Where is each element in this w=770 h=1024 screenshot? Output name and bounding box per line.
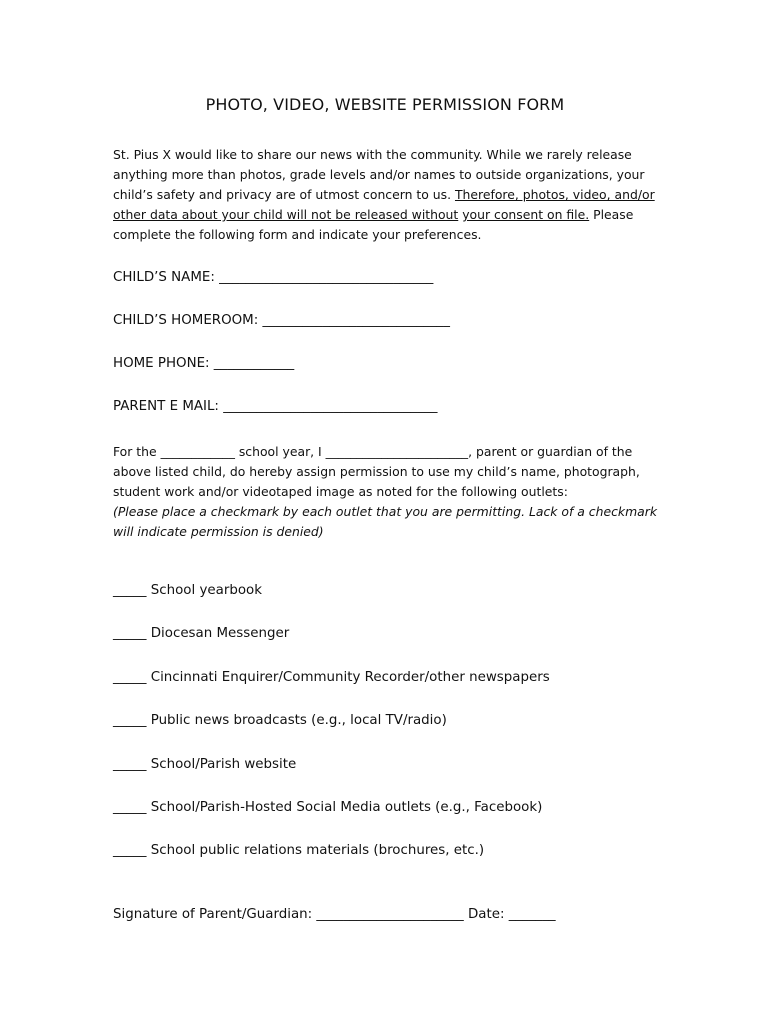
intro-text-2: Please complete the following form and indicate your preferences. <box>113 207 634 242</box>
home-phone-field[interactable]: HOME PHONE: ____________ <box>113 356 295 371</box>
parent-email-field[interactable]: PARENT E MAIL: ________________________________ <box>113 399 438 414</box>
permission-paragraph <box>113 442 658 542</box>
intro-paragraph <box>113 145 658 245</box>
permission-text: For the ____________ school year, I _______________________, parent or guardian of the above listed child, do hereby assign permission to use my child’s name, photograph, student work and/or videotaped image as noted for the following outlets: <box>113 444 640 499</box>
permission-note: (Please place a checkmark by each outlet that you are permitting. Lack of a checkmark will indicate permission is denied) <box>113 504 657 539</box>
outlet-diocesan-messenger[interactable]: _____ Diocesan Messenger <box>113 626 290 641</box>
outlet-newspapers[interactable]: _____ Cincinnati Enquirer/Community Recorder/other newspapers <box>113 670 550 685</box>
outlet-yearbook[interactable]: _____ School yearbook <box>113 583 262 598</box>
outlet-news-broadcasts[interactable]: _____ Public news broadcasts (e.g., local TV/radio) <box>113 713 447 728</box>
outlet-pr-materials[interactable]: _____ School public relations materials (brochures, etc.) <box>113 843 485 858</box>
intro-underlined-1: Therefore, photos, video, and/or other data about your child will not be released without <box>113 187 655 222</box>
signature-line[interactable]: Signature of Parent/Guardian: ______________________ Date: _______ <box>113 907 556 922</box>
outlet-website[interactable]: _____ School/Parish website <box>113 757 297 772</box>
child-homeroom-field[interactable]: CHILD’S HOMEROOM: ____________________________ <box>113 313 450 328</box>
outlet-social-media[interactable]: _____ School/Parish-Hosted Social Media outlets (e.g., Facebook) <box>113 800 543 815</box>
child-name-field[interactable]: CHILD’S NAME: ________________________________ <box>113 270 434 285</box>
intro-underlined-2: your consent on file. <box>462 207 590 222</box>
form-title: PHOTO, VIDEO, WEBSITE PERMISSION FORM <box>205 95 565 114</box>
intro-text-1: St. Pius X would like to share our news with the community. While we rarely release anything more than photos, grade levels and/or names to outside organizations, your child’s safety and privacy are of utmost concern to us. <box>113 147 645 202</box>
